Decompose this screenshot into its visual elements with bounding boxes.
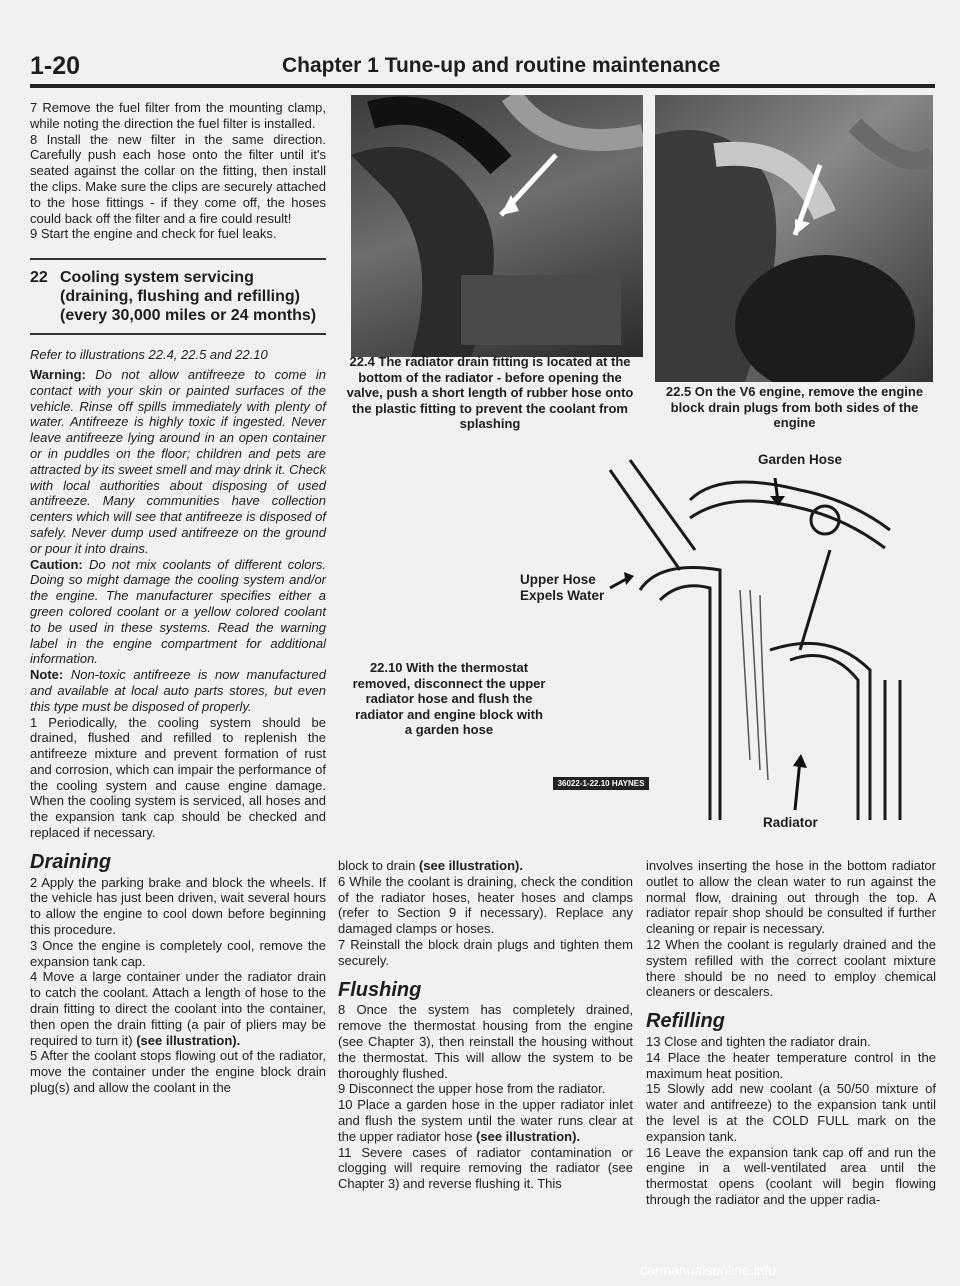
paragraph-12: 12 When the coolant is regularly drained and the system refilled with the correct coolant mixture there should be no need to employ chemical cleaners or descalers. — [646, 936, 936, 1000]
caution-label: Caution: — [30, 556, 83, 572]
chapter-title: Chapter 1 Tune-up and routine maintenance — [282, 54, 721, 77]
warning-note — [30, 367, 326, 557]
warning-label: Warning: — [30, 366, 86, 382]
paragraph-10-text: 10 Place a garden hose in the upper radiator inlet and flush the system until the water runs clear at the upper radiator hose — [338, 1097, 633, 1144]
caption-22-5: 22.5 On the V6 engine, remove the engine block drain plugs from both sides of the engine — [665, 384, 924, 430]
label-radiator: Radiator — [763, 815, 818, 830]
paragraph-7: 7 Remove the fuel filter from the mounting clamp, while noting the direction the fuel filter is installed. — [30, 100, 326, 131]
page-header — [30, 52, 935, 88]
paragraph-9: 9 Disconnect the upper hose from the radiator. — [338, 1081, 606, 1097]
photo-radiator-drain-fitting — [351, 95, 643, 357]
paragraph-4 — [30, 969, 326, 1048]
caution-note — [30, 557, 326, 668]
paragraph-10 — [338, 1097, 633, 1144]
watermark: carmanualsonline.info — [640, 1262, 777, 1278]
right-column — [646, 858, 936, 1208]
section-number: 22 — [30, 269, 48, 287]
paragraph-4-text: 4 Move a large container under the radiator drain to catch the coolant. Attach a length of hose to the drain fitting to direct the coolant into the container, then open the drain fitting (a pair of pliers may be required to turn it) — [30, 969, 326, 1048]
paragraph-8: 8 Once the system has completely drained, remove the thermostat housing from the engine (see Chapter 3), then reinstall the housing without the thermostat. This will allow the system to be thoroughly flushed. — [338, 1002, 633, 1081]
paragraph-15: 15 Slowly add new coolant (a 50/50 mixture of water and antifreeze) to the expansion tank until the level is at the COLD FULL mark on the expansion tank. — [646, 1081, 936, 1144]
paragraph-5-continued-text: block to drain — [338, 858, 419, 873]
section-title-line-1: Cooling system servicing — [60, 269, 254, 287]
refilling-heading: Refilling — [646, 1010, 725, 1033]
label-upper-hose: Upper Hose — [520, 572, 596, 587]
paragraph-2: 2 Apply the parking brake and block the wheels. If the vehicle has just been driven, wait several hours to allow the engine to cool down before beginning this procedure. — [30, 874, 326, 938]
photo-2-graphic — [655, 95, 933, 382]
see-illustration-ref: (see illustration). — [418, 858, 523, 873]
paragraph-8: 8 Install the new filter in the same direction. Carefully push each hose onto the filter until it's seated against the collar on the fitting, then install the clips. Make sure the clips are securely attached to the hose fittings - if they come off, the hoses could back off the filter and a fire could result! — [30, 131, 326, 226]
paragraph-9: 9 Start the engine and check for fuel leaks. — [30, 226, 277, 242]
left-column — [30, 100, 326, 1096]
paragraph-5: 5 After the coolant stops flowing out of the radiator, move the container under the engine block drain plug(s) and allow the coolant in the — [30, 1048, 326, 1096]
paragraph-16: 16 Leave the expansion tank cap off and run the engine in a well-ventilated area until the thermostat opens (coolant will begin flowing through the radiator and the upper radia- — [646, 1144, 936, 1207]
note — [30, 667, 326, 714]
paragraph-5-continued — [338, 858, 633, 874]
caption-22-10: 22.10 With the thermostat removed, disconnect the upper radiator hose and flush the radiator and engine block with a garden hose — [352, 660, 546, 737]
paragraph-11: 11 Severe cases of radiator contamination or clogging will require removing the radiator (see Chapter 3) and reverse flushing it. This — [338, 1144, 633, 1192]
draining-heading: Draining — [30, 850, 112, 873]
figure-id-badge: 36022-1-22.10 HAYNES — [553, 777, 649, 790]
caption-22-4: 22.4 The radiator drain fitting is located at the bottom of the radiator - before opening the valve, push a short length of rubber hose onto the plastic fitting to prevent the coolant from splashing — [346, 354, 634, 431]
see-illustration-ref: (see illustration). — [476, 1128, 581, 1144]
flushing-heading: Flushing — [338, 978, 422, 1001]
paragraph-13: 13 Close and tighten the radiator drain. — [646, 1033, 871, 1049]
paragraph-6: 6 While the coolant is draining, check the condition of the radiator hoses, heater hoses and clamps (refer to Section 9 if necessary). Replace any damaged clamps or hoses. — [338, 873, 633, 937]
note-label: Note: — [30, 667, 64, 683]
flushing-diagram — [600, 440, 935, 840]
warning-text: Do not allow antifreeze to come in contact with your skin or painted surfaces of the vehicle. Rinse off spills immediately with plenty of water. Antifreeze is highly toxic if ingested. Never leave antifreeze lying around in an open container or in puddles on the floor; children and pets are attracted by its sweet smell and may drink it. Check with local authorities about disposing of used antifreeze. Many communities have collection centers which will see that antifreeze is disposed of safely. Never dump used antifreeze on the ground or pour it into drains. — [30, 366, 326, 556]
paragraph-1: 1 Periodically, the cooling system should be drained, flushed and refilled to replenish the antifreeze mixture and prevent formation of rust and corrosion, which can impair the performance of the cooling system and cause engine damage. When the cooling system is serviced, all hoses and the expansion tank cap should be checked and replaced if necessary. — [30, 714, 326, 841]
photo-1-graphic — [351, 95, 643, 357]
paragraph-7: 7 Reinstall the block drain plugs and tighten them securely. — [338, 936, 633, 968]
paragraph-11-continued: involves inserting the hose in the bottom radiator outlet to allow the clean water to run against the normal flow, draining out through the top. A radiator repair shop should be consulted if further cleaning or repair is necessary. — [646, 858, 936, 937]
section-title-line-2: (draining, flushing and refilling) — [60, 288, 300, 306]
label-garden-hose: Garden Hose — [758, 452, 843, 467]
caution-text: Do not mix coolants of different colors. Doing so might damage the cooling system and/or the engine. The manufacturer specifies either a green colored coolant or a yellow colored coolant to be used in these systems. Read the warning label in the engine compartment for additional information. — [30, 556, 326, 667]
paragraph-3: 3 Once the engine is completely cool, remove the expansion tank cap. — [30, 937, 326, 969]
label-expels-water: Expels Water — [520, 588, 605, 603]
see-illustration-ref: (see illustration). — [136, 1032, 241, 1048]
section-title-line-3: (every 30,000 miles or 24 months) — [60, 307, 317, 325]
page-number: 1-20 — [30, 52, 81, 80]
section-heading — [30, 258, 326, 335]
middle-column — [338, 858, 633, 1192]
note-text: Non-toxic antifreeze is now manufactured and available at local auto parts stores, but even this type must be disposed of properly. — [30, 667, 326, 714]
refer-illustrations: Refer to illustrations 22.4, 22.5 and 22.10 — [30, 347, 268, 363]
paragraph-14: 14 Place the heater temperature control in the maximum heat position. — [646, 1049, 936, 1081]
photo-engine-block-drain-plug — [655, 95, 933, 382]
